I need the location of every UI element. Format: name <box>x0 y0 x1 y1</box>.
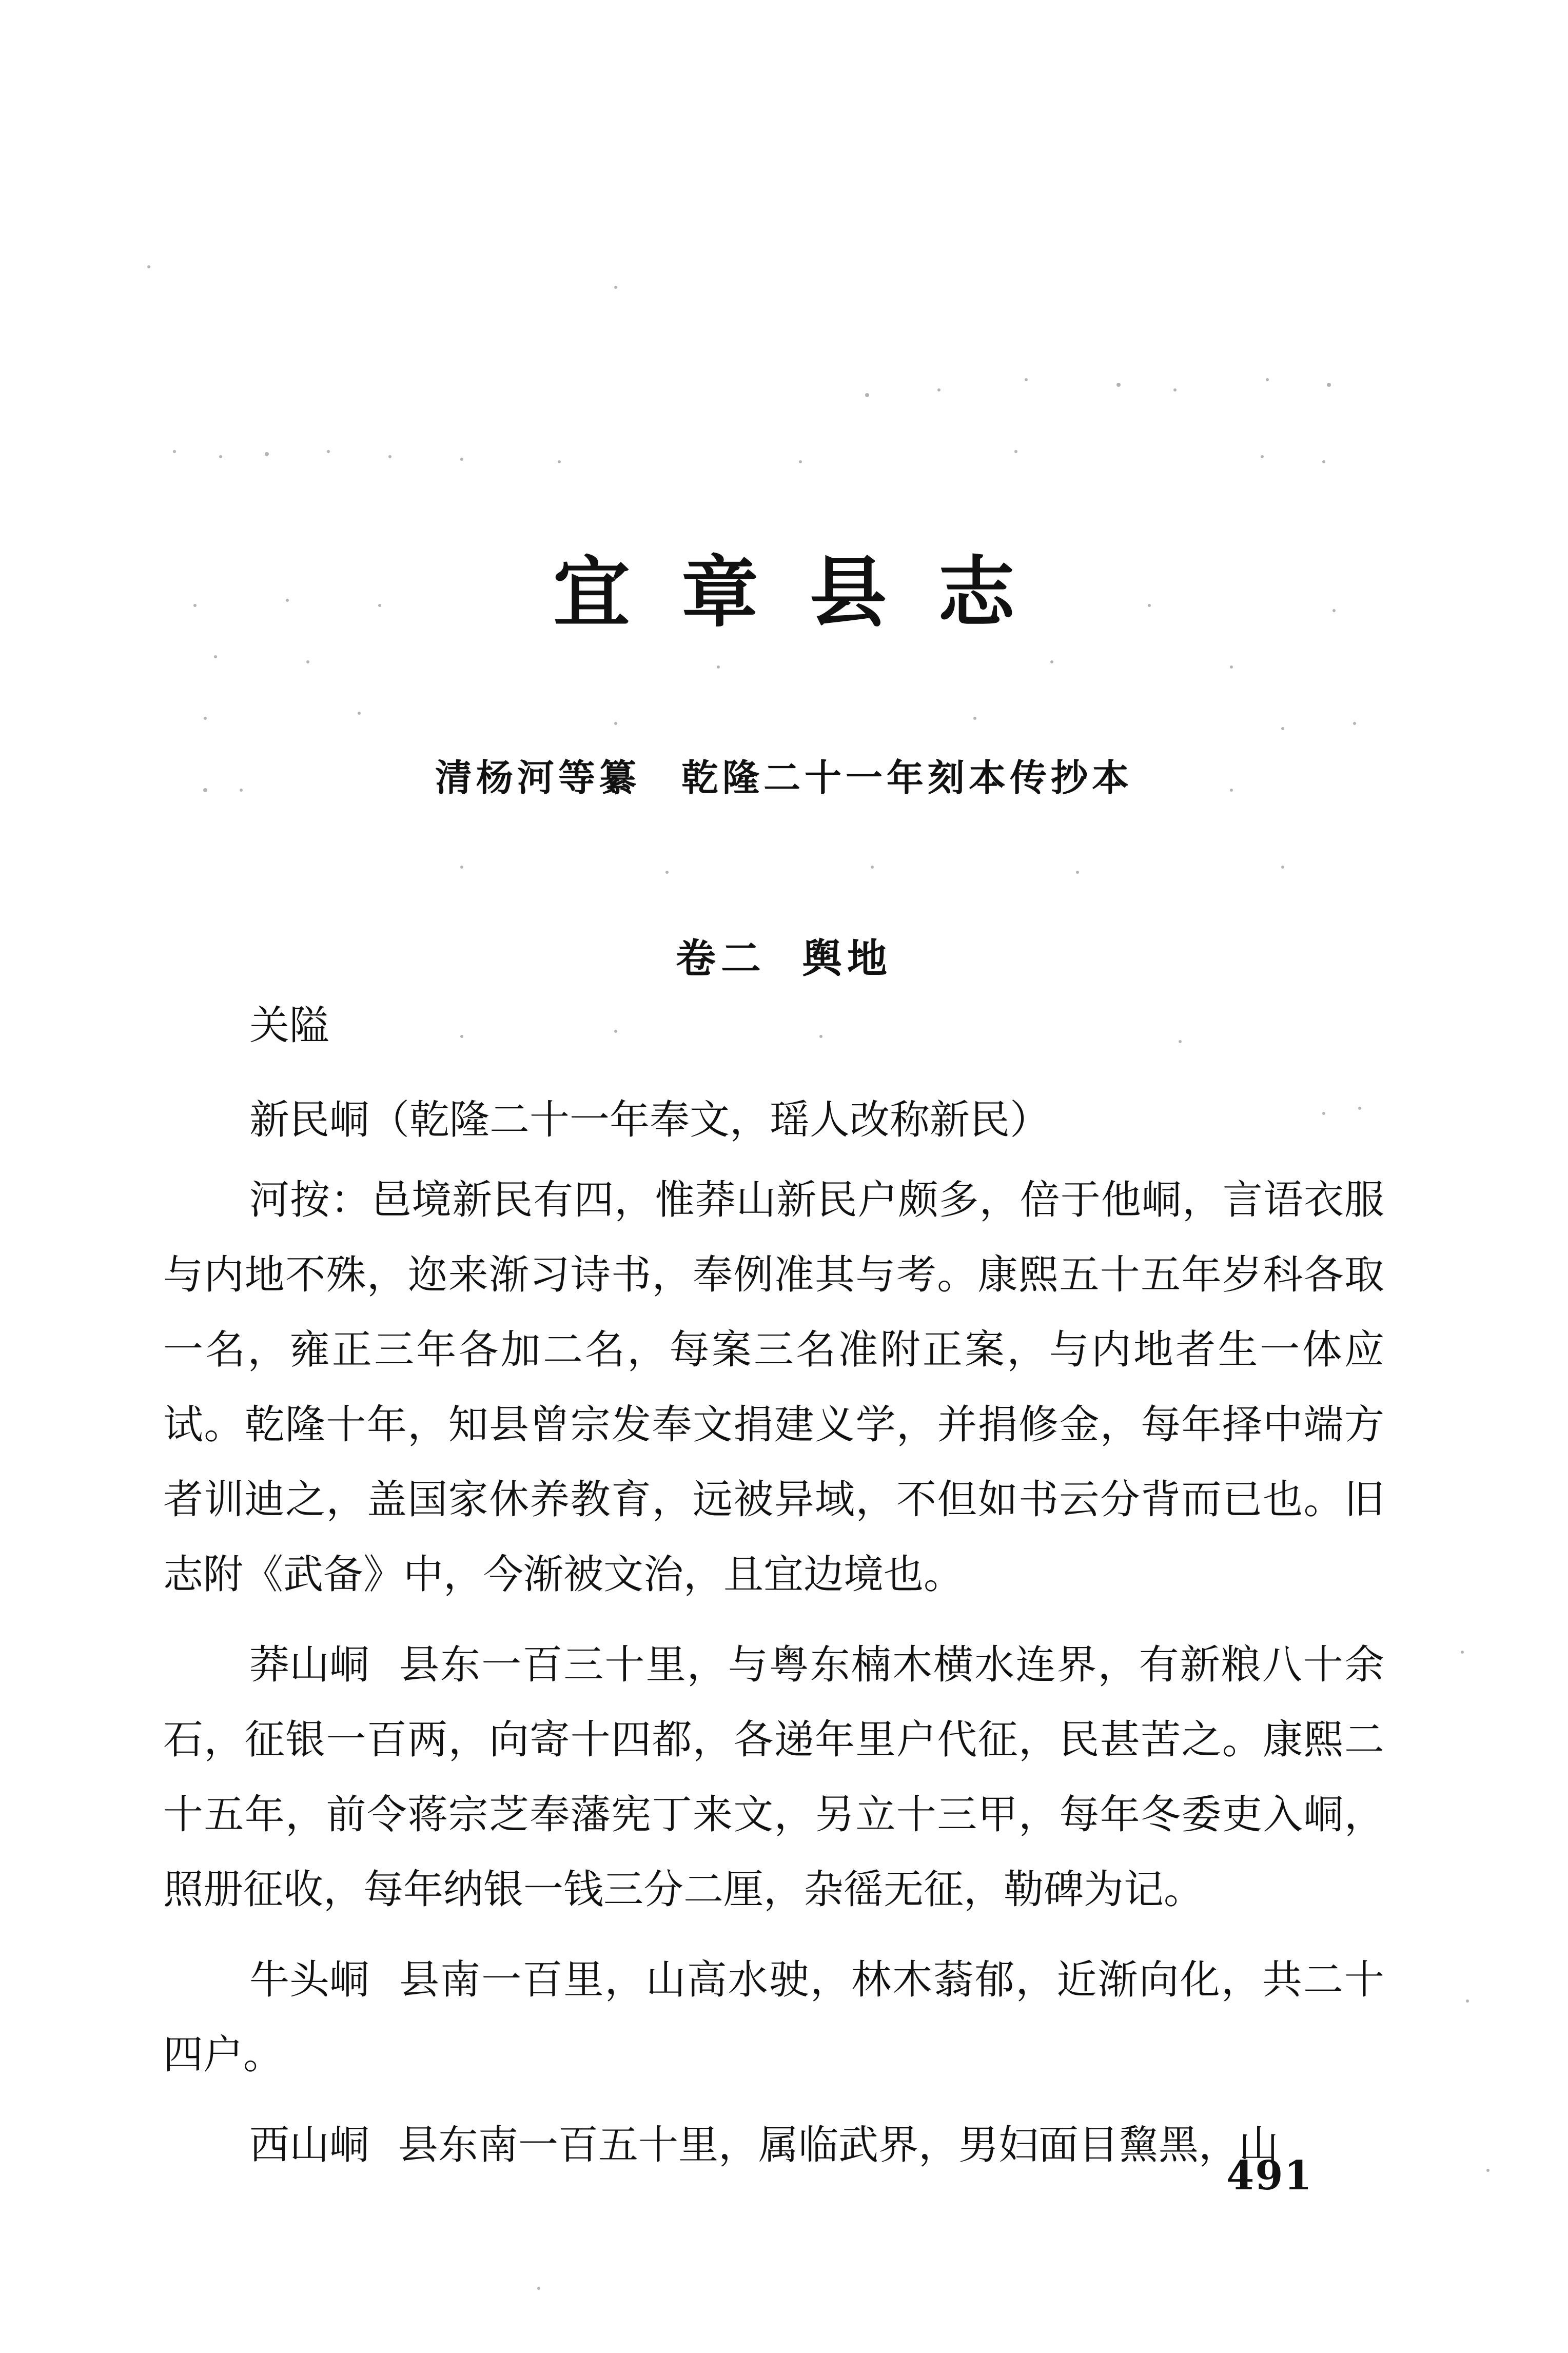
chapter-name: 舆地 <box>802 935 893 982</box>
entry-text: 县南一百里，山高水驶，林木蓊郁，近渐向化，共二十四户。 <box>163 1957 1384 2078</box>
book-subtitle: 清杨河等纂 乾隆二十一年刻本传抄本 <box>435 756 1133 799</box>
body-text <box>163 1083 1384 2198</box>
entry-text: 新民峒（乾隆二十一年奉文，瑶人改称新民） <box>249 1097 1050 1143</box>
entry-text: 河按：邑境新民有四，惟莽山新民户颇多，倍于他峒，言语衣服与内地不殊，迩来渐习诗书，奉例准其与考。康熙五十五年岁科各取一名，雍正三年各加二名，每案三名准附正案，与内地者生一体应试。乾隆十年，知县曾宗发奉文捐建义学，并捐修金，每年择中端方者训迪之，盖国家休养教育，远被异域，不但如书云分背而已也。旧志附《武备》中，今渐被文治，且宜边境也。 <box>163 1177 1384 1598</box>
book-title: 宜章县志 <box>553 547 1066 638</box>
entry-place: 莽山峒 <box>249 1642 370 1688</box>
entry-paragraph <box>163 1163 1384 1612</box>
entry-text: 县东一百三十里，与粤东楠木横水连界，有新粮八十余石，征银一百两，向寄十四都，各递年里户代征，民甚苦之。康熙二十五年，前令蒋宗芝奉藩宪丁来文，另立十三甲，每年冬委吏入峒，照册征收，每年纳银一钱三分二厘，杂徭无征，勒碑为记。 <box>163 1642 1384 1913</box>
chapter-heading <box>0 935 1568 982</box>
entry-paragraph <box>163 1943 1384 2092</box>
section-heading: 关隘 <box>249 1003 330 1049</box>
entry-place: 西山峒 <box>249 2122 370 2168</box>
entry-place: 牛头峒 <box>249 1957 370 2003</box>
entry-paragraph <box>163 2108 1384 2183</box>
page-number: 491 <box>1226 2152 1313 2199</box>
entry-text: 县东南一百五十里，属临武界，男妇面目黧黑，山 <box>398 2122 1279 2168</box>
chapter-volume: 卷二 <box>675 935 766 982</box>
entry-paragraph <box>163 1628 1384 1927</box>
entry-paragraph <box>163 1083 1384 1158</box>
